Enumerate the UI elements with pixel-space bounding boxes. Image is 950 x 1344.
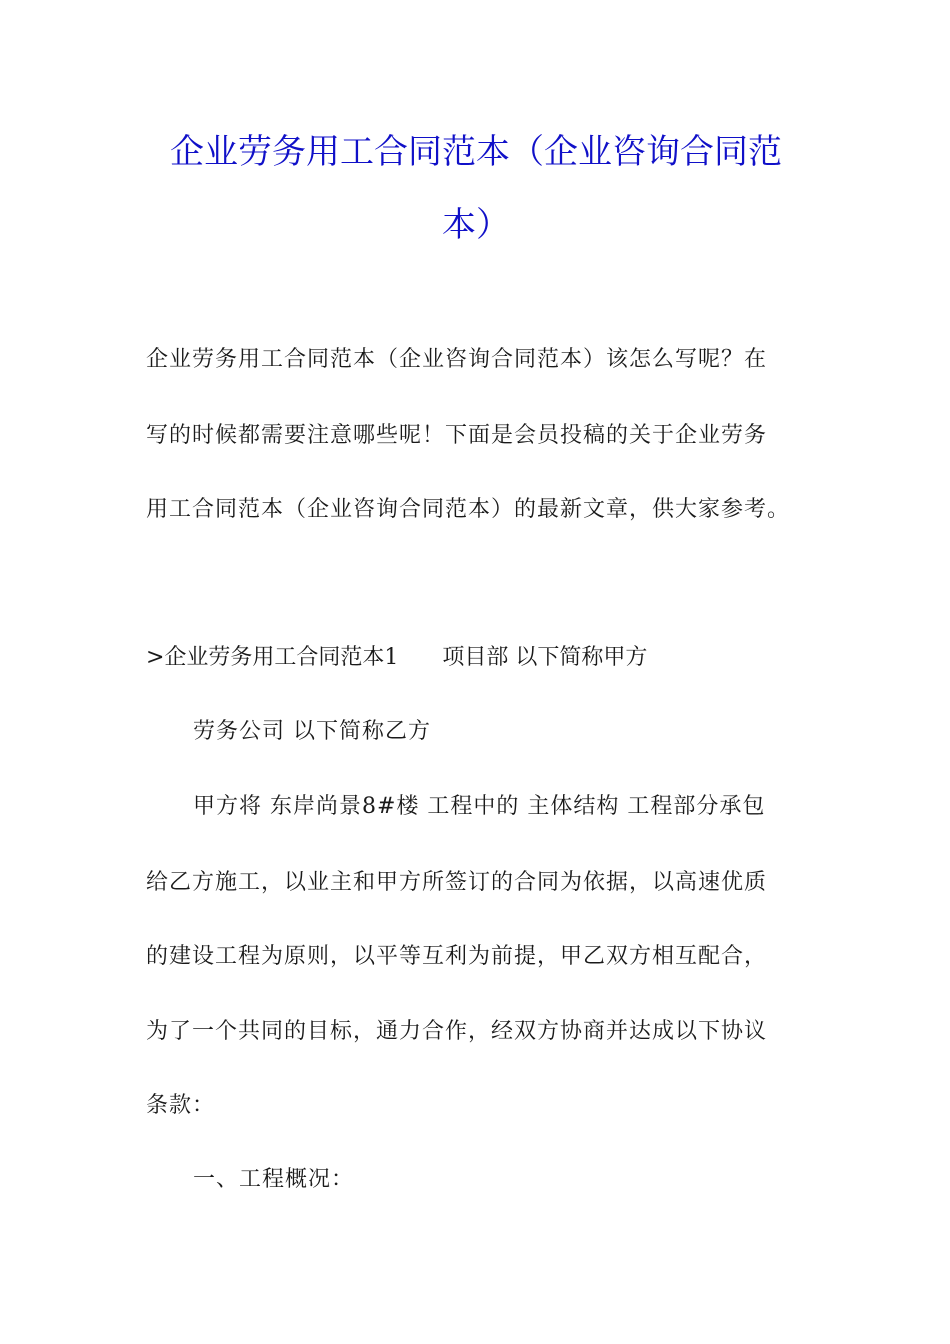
body-line-3: 的建设工程为原则，以平等互利为前提，甲乙双方相互配合， — [146, 944, 768, 969]
body-line-5: 条款： — [146, 1093, 216, 1118]
document-title-line-2: 本） — [442, 205, 510, 245]
document-title-line-1: 企业劳务用工合同范本（企业咨询合同范 — [170, 132, 782, 172]
intro-line-2: 写的时候都需要注意哪些呢！下面是会员投稿的关于企业劳务 — [146, 423, 768, 448]
contract-heading: >企业劳务用工合同范本1 项目部 以下简称甲方 — [146, 645, 648, 670]
party-b-line: 劳务公司 以下简称乙方 — [193, 719, 431, 744]
section-one-heading: 一、工程概况： — [193, 1167, 355, 1192]
body-line-4: 为了一个共同的目标，通力合作，经双方协商并达成以下协议 — [146, 1019, 768, 1044]
body-line-1: 甲方将 东岸尚景8#楼 工程中的 主体结构 工程部分承包 — [193, 794, 766, 819]
body-line-2: 给乙方施工，以业主和甲方所签订的合同为依据，以高速优质 — [146, 870, 768, 895]
intro-line-1: 企业劳务用工合同范本（企业咨询合同范本）该怎么写呢？在 — [146, 347, 768, 372]
intro-line-3: 用工合同范本（企业咨询合同范本）的最新文章，供大家参考。 — [146, 497, 791, 522]
